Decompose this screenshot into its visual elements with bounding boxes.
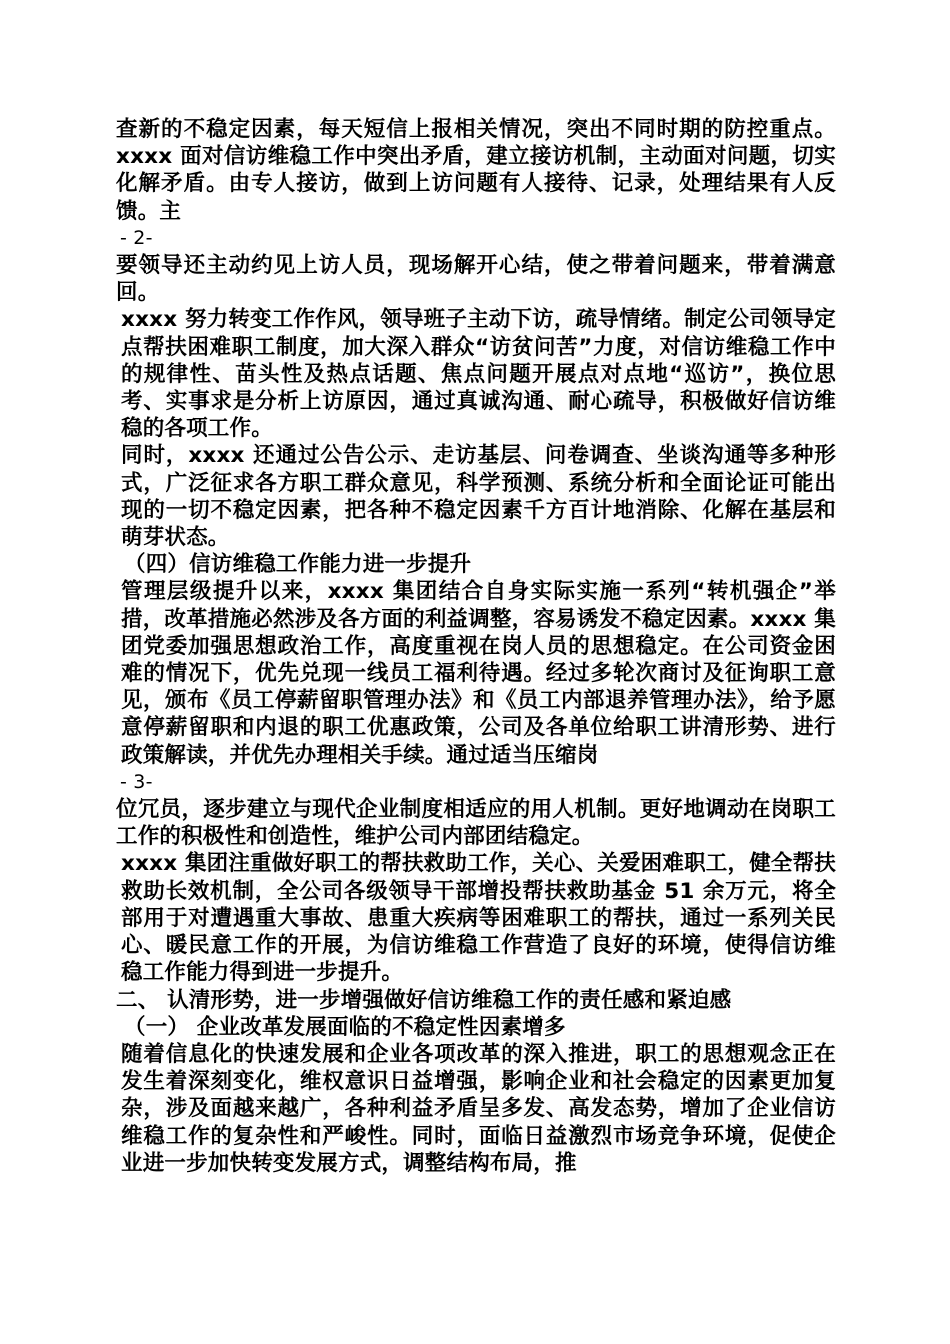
section-heading: （四）信访维稳工作能力进一步提升 (124, 552, 472, 578)
section-heading: 二、 认清形势，进一步增强做好信访维稳工作的责任感和紧迫感 (116, 987, 732, 1013)
paragraph: 查新的不稳定因素，每天短信上报相关情况，突出不同时期的防控重点。xxxx 面对信访维稳工作中突出矛盾，建立接访机制，主动面对问题，切实化解矛盾。由专人接访，做到上访问题有人接待、记录，处理结果有人反馈。主 (116, 117, 836, 224)
document-page (116, 116, 836, 1177)
page-number: - 2- (120, 226, 153, 249)
paragraph: 位冗员，逐步建立与现代企业制度相适应的用人机制。更好地调动在岗职工工作的积极性和创造性，维护公司内部团结稳定。 (116, 797, 836, 850)
paragraph: 要领导还主动约见上访人员，现场解开心结，使之带着问题来，带着满意回。 (116, 253, 836, 306)
paragraph: 同时，xxxx 还通过公告公示、走访基层、问卷调查、坐谈沟通等多种形式，广泛征求各方职工群众意见，科学预测、系统分析和全面论证可能出现的一切不稳定因素，把各种不稳定因素千方百计地消除、化解在基层和萌芽状态。 (121, 443, 836, 551)
paragraph: 随着信息化的快速发展和企业各项改革的深入推进，职工的思想观念正在发生着深刻变化，维权意识日益增强，影响企业和社会稳定的因素更加复杂，涉及面越来越广，各种利益矛盾呈多发、高发态势，增加了企业信访维稳工作的复杂性和严峻性。同时，面临日益激烈市场竞争环境，促使企业进一步加快转变发展方式，调整结构布局，推 (121, 1041, 836, 1176)
paragraph: 管理层级提升以来，xxxx 集团结合自身实际实施一系列“转机强企”举措，改革措施必然涉及各方面的利益调整，容易诱发不稳定因素。xxxx 集团党委加强思想政治工作，高度重视在岗人员的思想稳定。在公司资金困难的情况下，优先兑现一线员工福利待遇。经过多轮次商讨及征询职工意见，颁布《员工停薪留职管理办法》和《员工内部退养管理办法》，给予愿意停薪留职和内退的职工优惠政策，公司及各单位给职工讲清形势、进行政策解读，并优先办理相关手续。通过适当压缩岗 (121, 579, 836, 768)
section-heading: （一） 企业改革发展面临的不稳定性因素增多 (124, 1014, 566, 1040)
paragraph: xxxx 集团注重做好职工的帮扶救助工作，关心、关爱困难职工，健全帮扶救助长效机制，全公司各级领导干部增投帮扶救助基金 51 余万元，将全部用于对遭遇重大事故、患重大疾病等困难职工的帮扶，通过一系列关民心、暖民意工作的开展，为信访维稳工作营造了良好的环境，使得信访维稳工作能力得到进一步提升。 (121, 851, 836, 986)
page-number: - 3- (120, 770, 153, 793)
paragraph: xxxx 努力转变工作作风，领导班子主动下访，疏导情绪。制定公司领导定点帮扶困难职工制度，加大深入群众“访贫问苦”力度，对信访维稳工作中的规律性、苗头性及热点话题、焦点问题开展点对点地“巡访”，换位思考、实事求是分析上访原因，通过真诚沟通、耐心疏导，积极做好信访维稳的各项工作。 (121, 307, 836, 442)
